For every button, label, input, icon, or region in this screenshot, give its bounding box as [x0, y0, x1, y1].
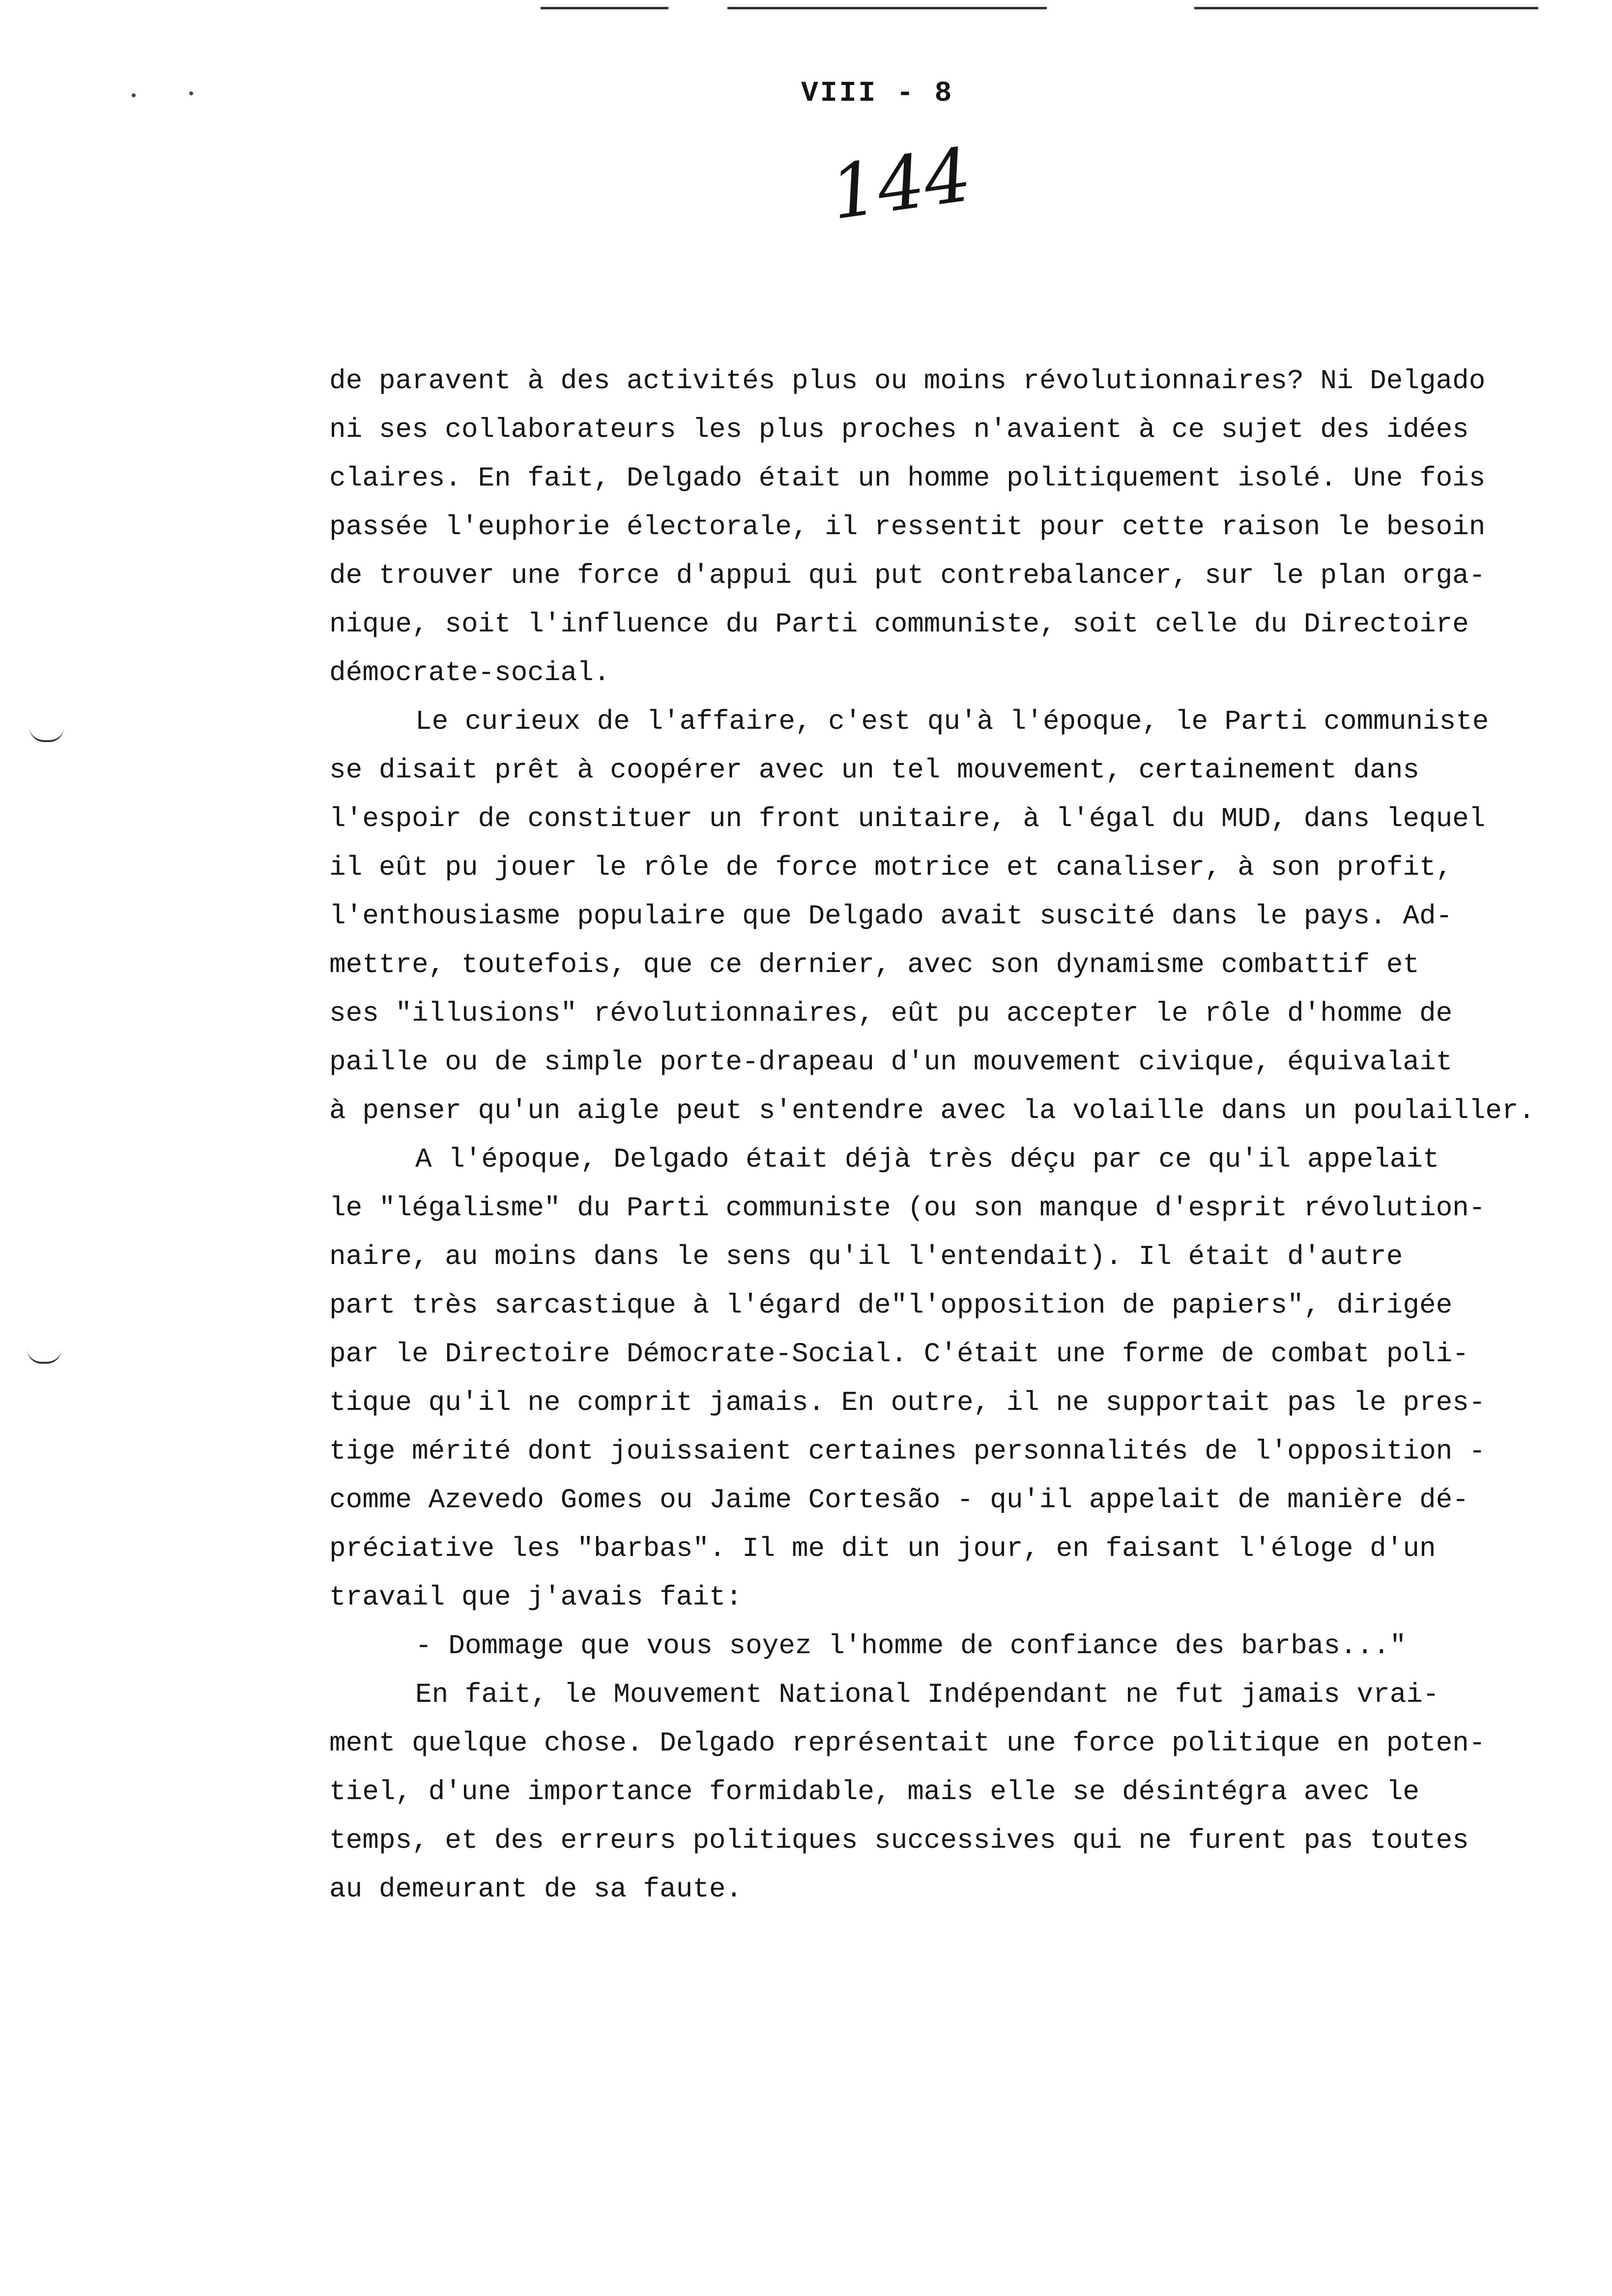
text-line: travail que j'avais fait:	[329, 1581, 743, 1613]
text-line: l'espoir de constituer un front unitaire, à l'égal du MUD, dans lequel	[329, 803, 1486, 834]
text-line: mettre, toutefois, que ce dernier, avec son dynamisme combattif et	[329, 949, 1419, 980]
text-line: tique qu'il ne comprit jamais. En outre, il ne supportait pas le pres-	[329, 1387, 1486, 1418]
text-line: il eût pu jouer le rôle de force motrice et canaliser, à son profit,	[329, 852, 1453, 883]
text-line: au demeurant de sa faute.	[329, 1873, 743, 1905]
text-line: de trouver une force d'appui qui put contrebalancer, sur le plan orga-	[329, 560, 1486, 591]
text-line: Le curieux de l'affaire, c'est qu'à l'époque, le Parti communiste	[415, 706, 1489, 737]
top-rule-left	[541, 7, 668, 9]
top-rule-center	[727, 7, 1047, 9]
margin-mark	[27, 1349, 61, 1364]
margin-mark	[29, 727, 64, 742]
text-line: par le Directoire Démocrate-Social. C'était une forme de combat poli-	[329, 1338, 1469, 1370]
text-line: de paravent à des activités plus ou moins révolutionnaires? Ni Delgado	[329, 365, 1486, 397]
handwritten-folio-number: 144	[825, 132, 977, 237]
text-line: ni ses collaborateurs les plus proches n'avaient à ce sujet des idées	[329, 414, 1469, 445]
text-line: part très sarcastique à l'égard de"l'opposition de papiers", dirigée	[329, 1290, 1453, 1321]
text-line: à penser qu'un aigle peut s'entendre avec la volaille dans un poulailler.	[329, 1095, 1535, 1126]
text-line: démocrate-social.	[329, 657, 610, 689]
text-line: A l'époque, Delgado était déjà très déçu par ce qu'il appelait	[415, 1144, 1439, 1175]
text-line: le "légalisme" du Parti communiste (ou son manque d'esprit révolution-	[329, 1192, 1486, 1224]
text-line: passée l'euphorie électorale, il ressentit pour cette raison le besoin	[329, 511, 1486, 543]
text-line: tige mérité dont jouissaient certaines personnalités de l'opposition -	[329, 1435, 1486, 1467]
margin-dot	[189, 91, 193, 95]
text-line: tiel, d'une importance formidable, mais elle se désintégra avec le	[329, 1776, 1419, 1808]
body-text	[329, 357, 1568, 1914]
margin-dot	[132, 93, 136, 97]
text-line: naire, au moins dans le sens qu'il l'entendait). Il était d'autre	[329, 1241, 1403, 1272]
top-rule-right	[1194, 7, 1538, 9]
page-header: VIII - 8	[801, 78, 954, 110]
text-line: préciative les "barbas". Il me dit un jour, en faisant l'éloge d'un	[329, 1533, 1436, 1564]
text-line: comme Azevedo Gomes ou Jaime Cortesão - qu'il appelait de manière dé-	[329, 1484, 1469, 1516]
text-line: se disait prêt à coopérer avec un tel mouvement, certainement dans	[329, 754, 1419, 786]
text-line: temps, et des erreurs politiques successives qui ne furent pas toutes	[329, 1825, 1469, 1856]
text-line: ses "illusions" révolutionnaires, eût pu accepter le rôle d'homme de	[329, 998, 1453, 1029]
text-line: ment quelque chose. Delgado représentait une force politique en poten-	[329, 1727, 1486, 1759]
text-line: paille ou de simple porte-drapeau d'un mouvement civique, équivalait	[329, 1046, 1453, 1078]
text-line: claires. En fait, Delgado était un homme politiquement isolé. Une fois	[329, 462, 1486, 494]
text-line: En fait, le Mouvement National Indépendant ne fut jamais vrai-	[415, 1679, 1439, 1710]
text-line: - Dommage que vous soyez l'homme de confiance des barbas..."	[415, 1630, 1407, 1662]
text-line: l'enthousiasme populaire que Delgado avait suscité dans le pays. Ad-	[329, 900, 1453, 932]
text-line: nique, soit l'influence du Parti communiste, soit celle du Directoire	[329, 608, 1469, 640]
